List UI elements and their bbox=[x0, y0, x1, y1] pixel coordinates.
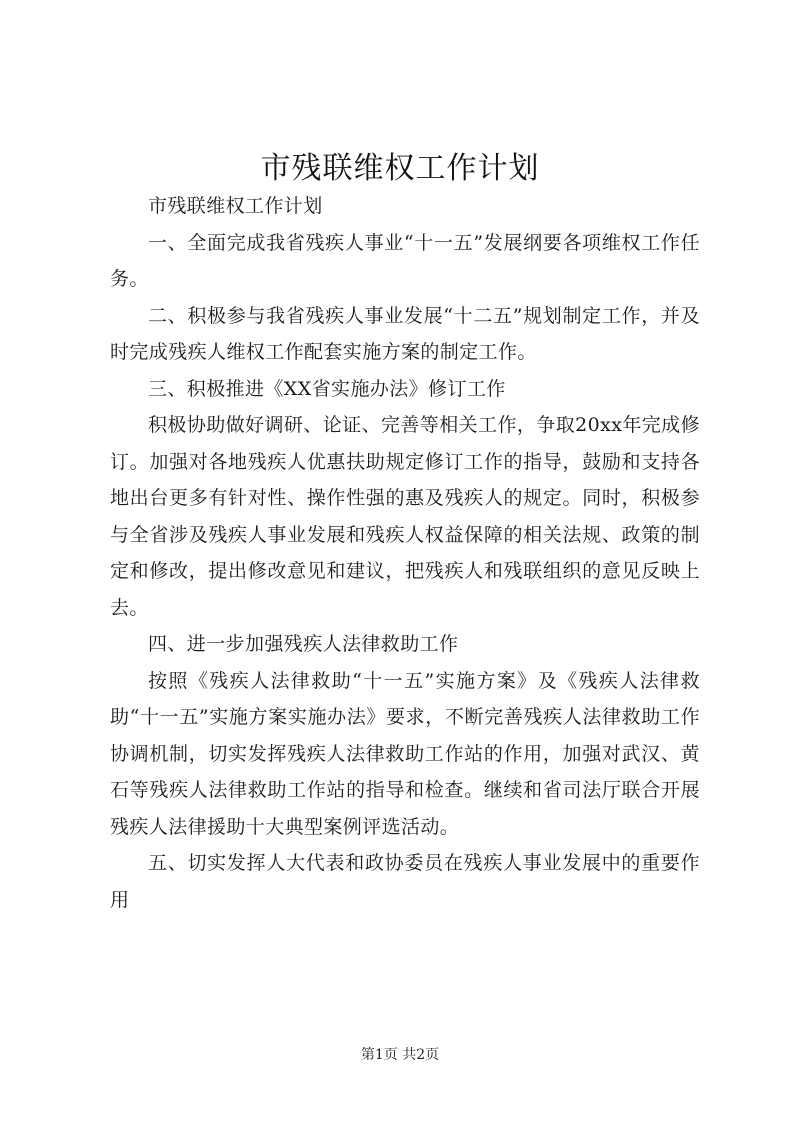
paragraph-item-1: 一、全面完成我省残疾人事业“十一五”发展纲要各项维权工作任务。 bbox=[110, 231, 700, 290]
paragraph-item-5: 五、切实发挥人大代表和政协委员在残疾人事业发展中的重要作用 bbox=[110, 852, 700, 911]
page-footer: 第1页 共2页 bbox=[360, 1047, 440, 1063]
paragraph-item-3: 三、积极推进《XX省实施办法》修订工作 bbox=[148, 377, 506, 400]
document-body bbox=[110, 188, 700, 918]
paragraph-item-4-detail: 按照《残疾人法律救助“十一五”实施方案》及《残疾人法律救助“十一五”实施方案实施办法》要求，不断完善残疾人法律救助工作协调机制，切实发挥残疾人法律救助工作站的作用，加强对武汉、黄石等残疾人法律救助工作站的指导和检查。继续和省司法厅联合开展残疾人法律援助十大典型案例评选活动。 bbox=[110, 669, 700, 838]
paragraph-item-2: 二、积极参与我省残疾人事业发展“十二五”规划制定工作，并及时完成残疾人维权工作配套实施方案的制定工作。 bbox=[110, 304, 700, 363]
document-title: 市残联维权工作计划 bbox=[260, 151, 540, 186]
paragraph-item-3-detail: 积极协助做好调研、论证、完善等相关工作，争取20xx年完成修订。加强对各地残疾人优惠扶助规定修订工作的指导，鼓励和支持各地出台更多有针对性、操作性强的惠及残疾人的规定。同时，积极参与全省涉及残疾人事业发展和残疾人权益保障的相关法规、政策的制定和修改，提出修改意见和建议，把残疾人和残联组织的意见反映上去。 bbox=[110, 414, 700, 619]
paragraph-item-4: 四、进一步加强残疾人法律救助工作 bbox=[148, 633, 459, 655]
paragraph-heading: 市残联维权工作计划 bbox=[148, 195, 323, 217]
